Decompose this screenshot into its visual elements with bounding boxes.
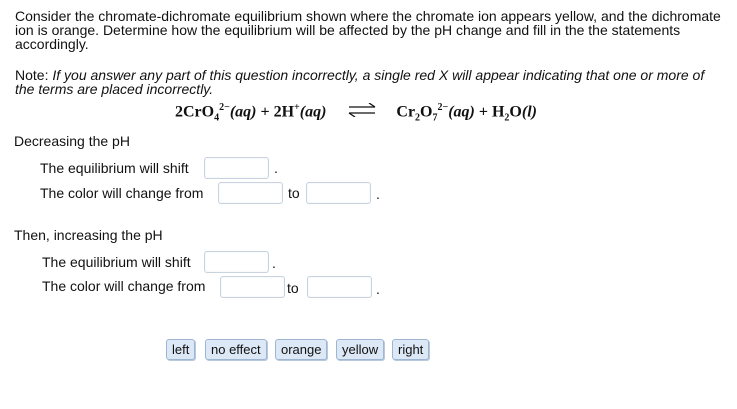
shift-label: The equilibrium will shift xyxy=(42,254,191,270)
to-label: to xyxy=(288,185,300,201)
hydrogen-ion: + 2H xyxy=(256,103,295,121)
answer-chip-yellow[interactable]: yellow xyxy=(336,339,384,360)
water-oxygen: O xyxy=(509,103,522,121)
color-from-label: The color will change from xyxy=(40,185,204,201)
state-label: (l) xyxy=(521,103,537,121)
shift-label: The equilibrium will shift xyxy=(40,160,189,176)
state-label: (aq) xyxy=(448,103,475,121)
answer-chip-no-effect[interactable]: no effect xyxy=(205,339,267,360)
answer-chip-orange[interactable]: orange xyxy=(275,339,327,360)
period: . xyxy=(272,255,276,271)
section-heading-increasing: Then, increasing the pH xyxy=(14,227,163,243)
chemical-equation xyxy=(175,102,537,124)
dichromate-oxygen: O xyxy=(420,103,433,121)
note-text: If you answer any part of this question incorrectly, a single red X will appear indicating that one or more of the terms are placed incorrectly. xyxy=(15,67,705,97)
chromate-subscript: 4 xyxy=(214,112,220,124)
water-subscript: 2 xyxy=(504,112,510,124)
drop-target-shift-2[interactable] xyxy=(204,251,269,273)
hydrogen-charge: + xyxy=(294,102,300,113)
question-note xyxy=(15,68,715,96)
note-prefix: Note: xyxy=(15,67,53,83)
dichromate-subscript: 2 xyxy=(415,112,421,124)
state-label: (aq) xyxy=(229,103,257,121)
water-formula: + H xyxy=(474,103,505,121)
drop-target-color-to-2[interactable] xyxy=(307,276,372,298)
color-from-label: The color will change from xyxy=(42,278,206,294)
chromate-charge: 2− xyxy=(219,102,230,113)
equilibrium-arrow-icon xyxy=(348,103,376,122)
chromate-formula: 2CrO xyxy=(175,103,215,121)
period: . xyxy=(376,281,380,297)
drop-target-color-from-2[interactable] xyxy=(220,276,285,298)
drop-target-shift-1[interactable] xyxy=(204,157,269,179)
answer-chip-left[interactable]: left xyxy=(166,339,195,360)
drop-target-color-to-1[interactable] xyxy=(306,182,371,204)
period: . xyxy=(376,186,380,202)
dichromate-formula: Cr xyxy=(396,103,416,121)
dichromate-subscript: 7 xyxy=(432,112,438,124)
section-heading-decreasing: Decreasing the pH xyxy=(14,133,130,149)
state-label: (aq) xyxy=(299,103,327,121)
answer-chip-right[interactable]: right xyxy=(392,339,429,360)
dichromate-charge: 2− xyxy=(437,102,449,113)
question-intro: Consider the chromate-dichromate equilibrium shown where the chromate ion appears yellow, and the dichromate ion is orange. Determine how the equilibrium will be affected by the pH change and fill in the the statements accordingly. xyxy=(15,8,721,52)
to-label: to xyxy=(287,280,299,296)
drop-target-color-from-1[interactable] xyxy=(218,182,283,204)
period: . xyxy=(274,160,278,176)
